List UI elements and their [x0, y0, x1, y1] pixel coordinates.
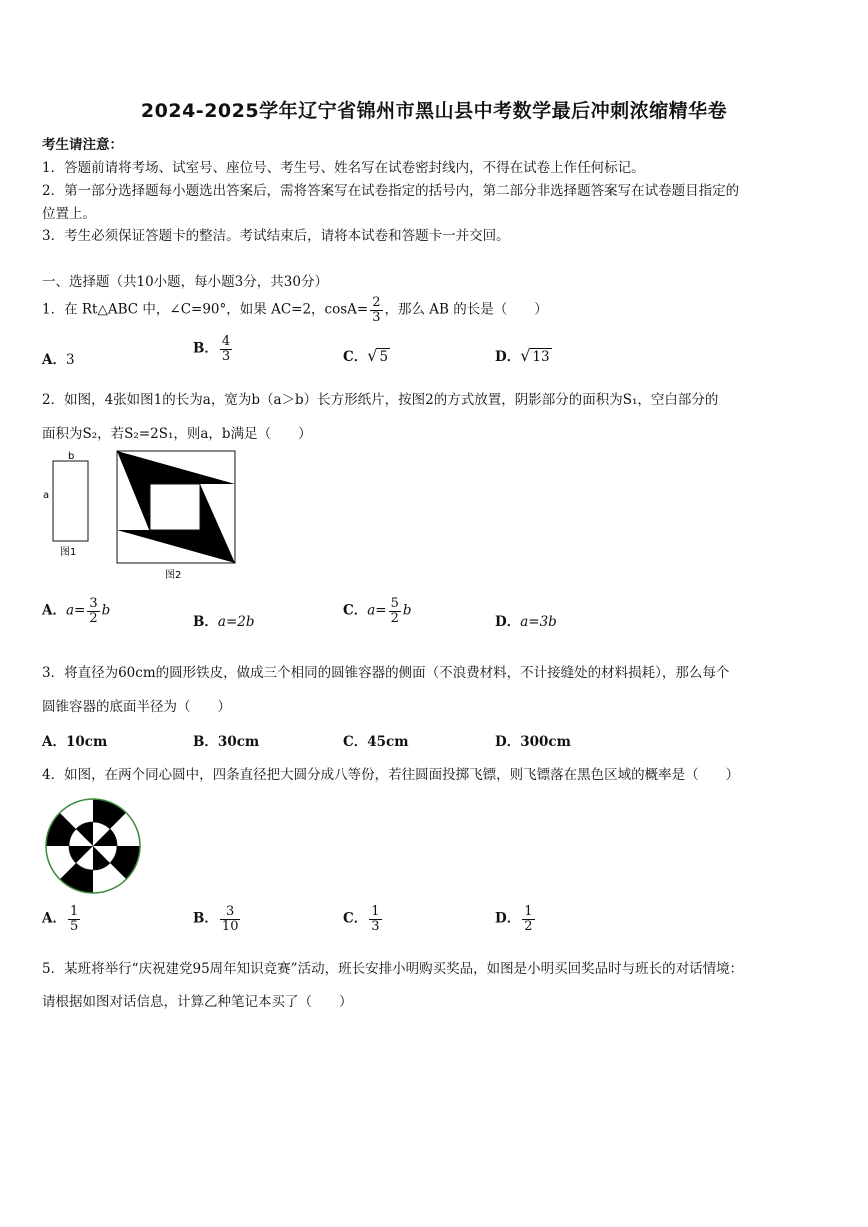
notice-item-2: 2．第一部分选择题每小题选出答案后，需将答案写在试卷指定的括号内，第二部分非选择题答案写在试卷题目指定的: [42, 183, 740, 199]
question-4-line-1: 4．如图，在两个同心圆中，四条直径把大圆分成八等份，若往圆面投掷飞镖，则飞镖落在黑色区域的概率是（ ）: [42, 767, 740, 783]
q4-option-c[interactable]: C． $\frac{1}{3}$: [343, 904, 380, 934]
question-1: [42, 296, 548, 324]
q2-option-b[interactable]: B．a=2b: [193, 614, 255, 630]
q4-option-a[interactable]: A． $\frac{1}{5}$: [42, 904, 79, 934]
question-2-line-1: 2．如图，4张如图1的长为a，宽为b（a＞b）长方形纸片，按图2的方式放置，阴影部分的面积为S₁，空白部分的: [42, 392, 719, 408]
q3-option-c[interactable]: C．45cm: [343, 734, 409, 750]
page-title: 2024-2025学年辽宁省锦州市黑山县中考数学最后冲刺浓缩精华卷: [140, 100, 728, 122]
q3-option-b[interactable]: B．30cm: [193, 734, 260, 750]
fig2-caption: 图2: [165, 570, 182, 581]
q4-option-d[interactable]: D． $\frac{1}{2}$: [495, 904, 533, 934]
fig1-b-label: b: [68, 451, 75, 462]
question-5-line-1: 5．某班将举行“庆祝建党95周年知识竞赛”活动，班长安排小明购买奖品，如图是小明买回奖品时与班长的对话情境：: [42, 961, 744, 977]
q1-option-b[interactable]: B． $\frac{4}{3}$: [193, 334, 231, 364]
q2-option-c[interactable]: C．a= $\frac{5}{2}$ b: [343, 596, 412, 626]
q1-option-d[interactable]: D．√ 13: [495, 346, 550, 365]
q2-option-d[interactable]: D．a=3b: [495, 614, 557, 630]
notice-item-2-cont: 位置上。: [42, 206, 96, 222]
q1-stem: 1．在 Rt△ABC 中，∠C=90°，如果 AC=2，cosA=: [42, 301, 369, 318]
q2-option-a[interactable]: A．a= $\frac{3}{2}$ b: [42, 596, 111, 626]
question-3-line-1: 3．将直径为60cm的圆形铁皮，做成三个相同的圆锥容器的侧面（不浪费材料，不计接缝处的材料损耗），那么每个: [42, 665, 730, 681]
question-2-line-2: 面积为S₂，若S₂=2S₁，则a，b满足（ ）: [42, 426, 312, 442]
q4-dartboard-figure: [42, 795, 144, 897]
fig2-inner-square: [150, 484, 200, 530]
section-heading: 一、选择题（共10小题，每小题3分，共30分）: [42, 274, 328, 290]
question-5-line-2: 请根据如图对话信息，计算乙种笔记本买了（ ）: [42, 994, 353, 1010]
notice-item-3: 3．考生必须保证答题卡的整洁。考试结束后，请将本试卷和答题卡一并交回。: [42, 228, 510, 244]
q4-option-b[interactable]: B． $\frac{3}{10}$: [193, 904, 239, 934]
fig1-caption: 图1: [60, 547, 77, 558]
question-3-line-2: 圆锥容器的底面半径为（ ）: [42, 699, 231, 715]
q1-stem-end: ，那么 AB 的长是（ ）: [384, 301, 548, 318]
fig1-rectangle: [53, 461, 88, 541]
fig1-a-label: a: [43, 490, 50, 501]
q3-option-a[interactable]: A．10cm: [42, 734, 108, 750]
q1-fraction: $\frac{2}{3}$: [372, 295, 381, 325]
notice-heading: 考生请注意：: [42, 137, 123, 153]
q2-figures: [42, 448, 247, 584]
notice-item-1: 1．答题前请将考场、试室号、座位号、考生号、姓名写在试卷密封线内，不得在试卷上作任何标记。: [42, 160, 645, 176]
q1-option-c[interactable]: C．√ 5: [343, 346, 389, 365]
q1-option-a[interactable]: A．3: [42, 352, 75, 368]
q3-option-d[interactable]: D．300cm: [495, 734, 571, 750]
